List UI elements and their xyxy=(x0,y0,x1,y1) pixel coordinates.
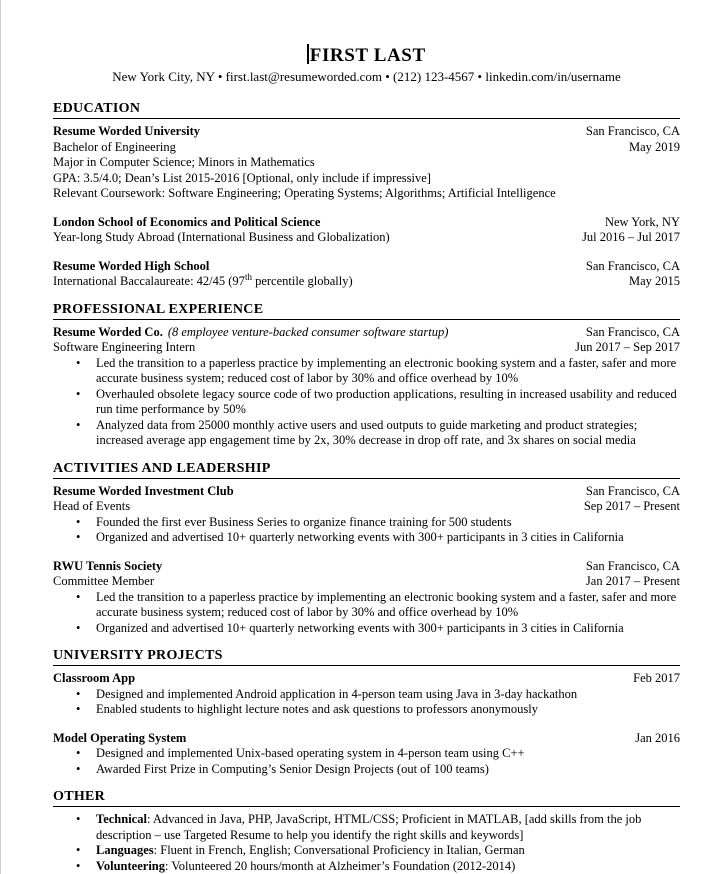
bullet-item[interactable] xyxy=(76,843,680,859)
entry-dates: May 2019 xyxy=(628,139,680,154)
resume-section xyxy=(53,89,680,290)
entry-title xyxy=(53,671,633,687)
entry-title-text: London School of Economics and Political Science xyxy=(53,214,321,229)
bullet-text: Organized and advertised 10+ quarterly networking events with 300+ participants in 3 cities in California xyxy=(96,530,624,544)
section-title[interactable]: EDUCATION xyxy=(53,101,680,119)
bullet-icon: • xyxy=(76,686,81,701)
entry-subtitle: Committee Member xyxy=(53,574,155,588)
bullet-text: Technical: Advanced in Java, PHP, JavaScript, HTML/CSS; Proficient in MATLAB, [add skills from the job description – use Targeted Resume to help you identify the right skills and keywords] xyxy=(96,812,642,842)
bullet-icon: • xyxy=(76,620,81,635)
entry-header-row[interactable] xyxy=(53,559,680,575)
entry-subtitle-row[interactable] xyxy=(53,230,680,246)
entry-subtitle-row[interactable] xyxy=(53,574,680,590)
bullet-icon: • xyxy=(76,355,81,370)
resume-section xyxy=(53,449,680,637)
bullet-item[interactable] xyxy=(76,746,680,762)
entry-title-text: Resume Worded Co. xyxy=(53,324,163,339)
bullet-item[interactable] xyxy=(76,515,680,531)
resume-entry xyxy=(53,215,680,246)
bullet-icon: • xyxy=(76,843,81,857)
entry-subtitle: International Baccalaureate: 42/45 (97th percentile globally) xyxy=(53,271,353,288)
bullet-item[interactable] xyxy=(76,812,680,843)
bullet-icon: • xyxy=(76,386,81,401)
resume-name-line[interactable] xyxy=(53,44,680,66)
entry-header-row[interactable] xyxy=(53,731,680,747)
bullet-item[interactable] xyxy=(76,387,680,418)
bullet-icon: • xyxy=(76,746,81,760)
bullet-icon: • xyxy=(76,514,81,529)
entry-header-row[interactable] xyxy=(53,215,680,231)
section-title[interactable]: UNIVERSITY PROJECTS xyxy=(53,648,680,666)
entry-detail-line[interactable]: Major in Computer Science; Minors in Mathematics xyxy=(53,155,315,169)
bullet-item[interactable] xyxy=(76,530,680,546)
entry-header-row[interactable] xyxy=(53,259,680,275)
bullet-text: Languages: Fluent in French, English; Conversational Proficiency in Italian, German xyxy=(96,843,525,857)
entry-title-text: RWU Tennis Society xyxy=(53,558,163,573)
resume-section xyxy=(53,777,680,874)
section-title[interactable]: OTHER xyxy=(53,789,680,807)
entry-title-text: Resume Worded High School xyxy=(53,258,210,273)
entry-location-or-date: San Francisco, CA xyxy=(585,124,680,138)
entry-title xyxy=(53,484,586,500)
bullet-item[interactable] xyxy=(76,859,680,874)
resume-entry xyxy=(53,124,680,202)
bullet-icon: • xyxy=(76,761,81,776)
resume-name: FIRST LAST xyxy=(309,45,426,66)
entry-subtitle: Head of Events xyxy=(53,499,131,513)
entry-header-row[interactable] xyxy=(53,671,680,687)
bullet-text: Overhauled obsolete legacy source code of two production applications, resulting in increased usability and reduced run time performance by 50% xyxy=(96,386,677,416)
entry-location-or-date: San Francisco, CA xyxy=(585,258,680,273)
resume-entry xyxy=(53,559,680,637)
entry-dates: Sep 2017 – Present xyxy=(583,499,680,513)
entry-title-text: Classroom App xyxy=(53,671,136,685)
bullet-bold-label: Technical xyxy=(96,812,147,826)
entry-location-or-date: Jan 2016 xyxy=(635,730,680,745)
bullet-icon: • xyxy=(76,589,81,604)
bullet-text: Led the transition to a paperless practice by implementing an electronic booking system and a faster, safer and more accurate business system; reduced cost of labor by 30% and office overhead by 10% xyxy=(96,355,677,385)
bullet-bold-label: Volunteering xyxy=(96,858,165,873)
entry-header-row[interactable] xyxy=(53,325,680,341)
bullet-icon: • xyxy=(76,702,81,716)
resume-section xyxy=(53,636,680,777)
entry-detail-line[interactable]: GPA: 3.5/4.0; Dean’s List 2015-2016 [Optional, only include if impressive] xyxy=(53,170,431,185)
bullet-item[interactable] xyxy=(76,621,680,637)
entry-title xyxy=(53,215,605,231)
entry-title-text: Resume Worded Investment Club xyxy=(53,483,234,498)
text-caret xyxy=(307,44,309,64)
entry-title xyxy=(53,124,586,140)
resume-entry xyxy=(53,259,680,290)
bullet-text: Awarded First Prize in Computing’s Senior Design Projects (out of 100 teams) xyxy=(96,761,489,776)
entry-subtitle-row[interactable] xyxy=(53,340,680,356)
entry-location-or-date: San Francisco, CA xyxy=(585,483,680,498)
entry-title-text: Resume Worded University xyxy=(53,124,200,138)
entry-header-row[interactable] xyxy=(53,484,680,500)
resume-entry xyxy=(53,812,680,874)
entry-subtitle-row[interactable] xyxy=(53,140,680,156)
entry-dates: Jul 2016 – Jul 2017 xyxy=(582,230,680,244)
bullet-item[interactable] xyxy=(76,687,680,703)
section-title[interactable]: PROFESSIONAL EXPERIENCE xyxy=(53,302,680,320)
superscript-text: th xyxy=(244,271,252,282)
bullet-bold-label: Languages xyxy=(96,843,154,857)
entry-subtitle: Software Engineering Intern xyxy=(53,340,196,354)
bullet-text: Designed and implemented Unix-based operating system in 4-person team using C++ xyxy=(96,746,525,760)
entry-dates: May 2015 xyxy=(628,274,680,288)
entry-title xyxy=(53,259,586,275)
contact-line[interactable]: New York City, NY • first.last@resumeworded.com • (212) 123-4567 • linkedin.com/in/username xyxy=(112,69,621,84)
entry-location-or-date: New York, NY xyxy=(604,214,680,229)
section-title[interactable]: ACTIVITIES AND LEADERSHIP xyxy=(53,461,680,479)
bullet-text: Enabled students to highlight lecture notes and ask questions to professors anonymously xyxy=(96,702,538,716)
entry-subtitle: Year-long Study Abroad (International Business and Globalization) xyxy=(53,230,390,244)
resume-section xyxy=(53,290,680,449)
entry-title xyxy=(53,559,586,575)
bullet-item[interactable] xyxy=(76,590,680,621)
entry-detail-line[interactable]: Relevant Coursework: Software Engineering; Operating Systems; Algorithms; Artificial Intelligence xyxy=(53,186,556,200)
bullet-text: Organized and advertised 10+ quarterly networking events with 300+ participants in 3 cities in California xyxy=(96,620,624,635)
resume-entry xyxy=(53,484,680,546)
entry-location-or-date: San Francisco, CA xyxy=(585,558,680,573)
bullet-text: Founded the first ever Business Series to organize finance training for 500 students xyxy=(96,514,512,529)
entry-subtitle-row[interactable] xyxy=(53,271,680,290)
resume-entry xyxy=(53,671,680,718)
entry-dates: Jun 2017 – Sep 2017 xyxy=(575,340,680,354)
entry-subtitle: Bachelor of Engineering xyxy=(53,139,176,154)
entry-subtitle-row[interactable] xyxy=(53,499,680,515)
bullet-item[interactable] xyxy=(76,702,680,718)
bullet-text: Designed and implemented Android application in 4-person team using Java in 3-day hackathon xyxy=(96,686,578,701)
sections xyxy=(53,89,680,874)
entry-title xyxy=(53,325,586,341)
bullet-text: Analyzed data from 25000 monthly active users and used outputs to guide marketing and product strategies; increased average app engagement time by 2x, 30% decrease in drop off rate, and 3x shares on social media xyxy=(96,417,638,447)
entry-location-or-date: Feb 2017 xyxy=(633,671,680,685)
entry-title xyxy=(53,731,635,747)
bullet-icon: • xyxy=(76,417,81,432)
bullet-icon: • xyxy=(76,858,81,873)
entry-dates: Jan 2017 – Present xyxy=(585,574,680,588)
bullet-item[interactable] xyxy=(76,418,680,449)
entry-title-text: Model Operating System xyxy=(53,730,187,745)
entry-header-row[interactable] xyxy=(53,124,680,140)
bullet-text: Volunteering: Volunteered 20 hours/month at Alzheimer’s Foundation (2012-2014) xyxy=(96,858,516,873)
resume-entry xyxy=(53,325,680,449)
entry-location-or-date: San Francisco, CA xyxy=(585,324,680,339)
bullet-icon: • xyxy=(76,812,81,826)
bullet-icon: • xyxy=(76,530,81,544)
bullet-item[interactable] xyxy=(76,762,680,778)
resume-entry xyxy=(53,731,680,778)
entry-title-note: (8 employee venture-backed consumer software startup) xyxy=(167,324,449,339)
bullet-item[interactable] xyxy=(76,356,680,387)
bullet-text: Led the transition to a paperless practice by implementing an electronic booking system and a faster, safer and more accurate business system; reduced cost of labor by 30% and office overhead by 10% xyxy=(96,589,677,619)
